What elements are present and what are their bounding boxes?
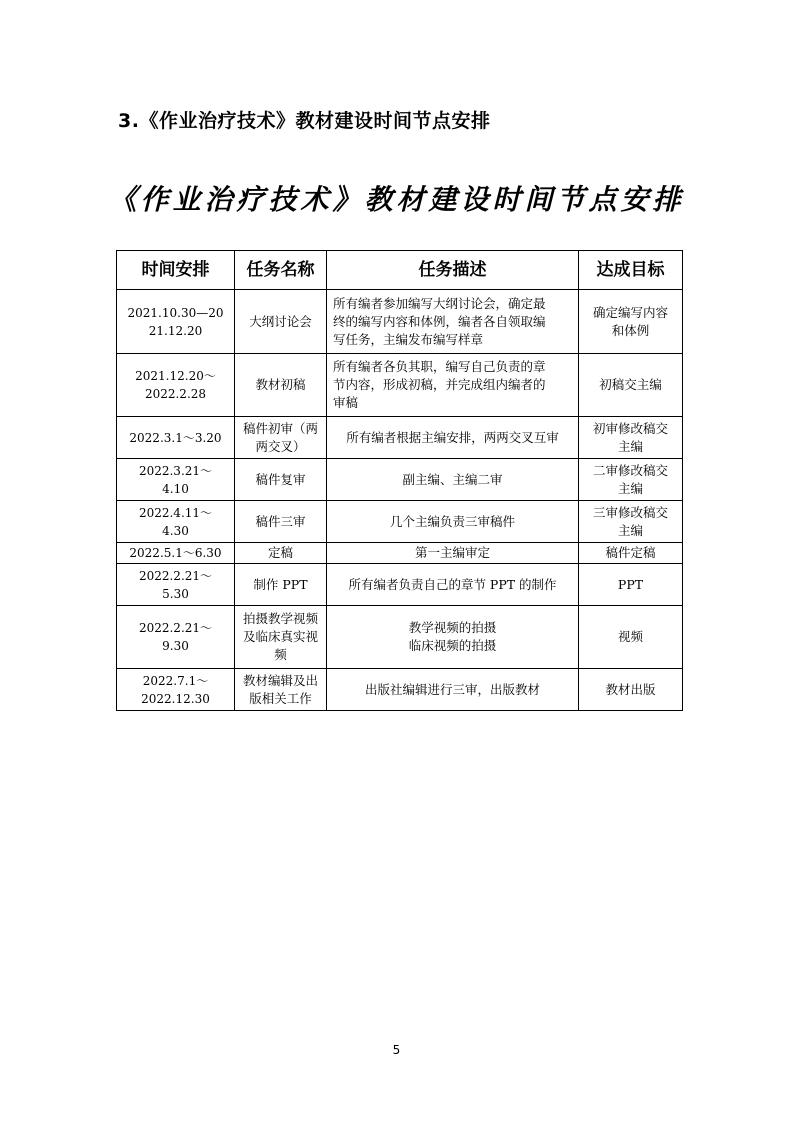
cell-description-line: 所有编者参加编写大纲讨论会，确定最 [333,295,546,311]
cell-time [117,354,235,417]
cell-task-line: 版相关工作 [249,690,312,706]
cell-task-line: 教材编辑及出 [242,672,318,688]
cell-goal [579,459,683,501]
cell-goal-line: 视频 [617,629,643,644]
cell-goal [579,290,683,354]
cell-time [117,543,235,564]
cell-task [235,459,327,501]
table-row [117,354,683,417]
cell-task-line: 稿件初审（两 [242,420,318,436]
header-time: 时间安排 [117,251,235,290]
cell-goal-line: 初稿交主编 [599,377,662,392]
cell-description [327,459,579,501]
cell-task [235,564,327,606]
cell-task-line: 稿件复审 [255,471,306,487]
table-row [117,564,683,606]
cell-time-line: 2022.4.11～ [138,505,213,520]
cell-goal-line: 和体例 [611,322,650,338]
cell-time-line: 2021.10.30—20 [127,305,224,320]
cell-goal [579,606,683,669]
table-body [117,290,683,711]
cell-time-line: 2022.3.21～ [138,463,213,478]
cell-description-line: 出版社编辑进行三审，出版教材 [364,681,540,697]
header-description: 任务描述 [327,251,579,290]
cell-goal-line: 二审修改稿交 [592,462,668,478]
cell-goal-line: 确定编写内容 [592,304,668,320]
cell-task-line: 制作 PPT [253,576,308,592]
cell-time [117,606,235,669]
cell-description [327,543,579,564]
cell-time-line: 5.30 [162,586,189,601]
table-row [117,501,683,543]
cell-description [327,290,579,354]
schedule-table [116,250,683,711]
cell-time-line: 2021.12.20～ [135,369,216,383]
cell-task [235,290,327,354]
table-header-row [117,251,683,290]
cell-time-line: 2022.12.30 [141,691,210,706]
cell-description [327,417,579,459]
table-row [117,543,683,564]
header-task: 任务名称 [235,251,327,290]
cell-task-line: 教材初稿 [255,377,306,392]
cell-goal [579,417,683,459]
cell-goal [579,501,683,543]
cell-description-line: 副主编、主编二审 [402,471,503,487]
cell-description-line: 临床视频的拍摄 [408,638,497,653]
cell-goal-line: 教材出版 [605,681,656,697]
cell-description [327,606,579,669]
cell-task [235,354,327,417]
cell-time-line: 2022.2.21～ [138,621,213,635]
cell-task-line: 定稿 [267,545,293,560]
table-row [117,669,683,711]
cell-goal-line: 三审修改稿交 [592,504,668,520]
cell-description-line: 审稿 [333,395,359,410]
cell-task-line: 稿件三审 [255,513,306,529]
cell-time [117,459,235,501]
cell-goal-line: 主编 [617,522,643,538]
cell-task [235,606,327,669]
cell-description-line: 第一主编审定 [414,545,490,560]
cell-description-line: 所有编者负责自己的章节 PPT 的制作 [348,576,557,592]
header-goal: 达成目标 [579,251,683,290]
cell-time-line: 2022.3.1～3.20 [129,430,222,445]
page-number: 5 [392,1043,401,1057]
cell-time [117,501,235,543]
cell-goal [579,354,683,417]
cell-goal [579,669,683,711]
cell-time-line: 2022.7.1～ [142,673,209,688]
cell-description [327,669,579,711]
cell-goal-line: 稿件定稿 [605,545,656,560]
cell-task [235,417,327,459]
cell-goal-line: PPT [617,576,644,592]
cell-task [235,501,327,543]
cell-description [327,501,579,543]
cell-time-line: 4.30 [162,523,189,538]
cell-time-line: 21.12.20 [148,323,203,338]
cell-goal [579,564,683,606]
cell-description [327,354,579,417]
cell-goal-line: 主编 [617,480,643,496]
cell-task-line: 两交叉） [255,438,306,454]
cell-task-line: 大纲讨论会 [249,313,312,329]
cell-time-line: 2022.5.1～6.30 [129,546,222,560]
cell-time-line: 4.10 [162,481,189,496]
cell-time [117,417,235,459]
cell-task-line: 及临床真实视 [242,629,318,644]
cell-goal [579,543,683,564]
cell-description-line: 终的编写内容和体例，编者各自领取编 [333,313,546,329]
cell-description-line: 几个主编负责三审稿件 [389,513,515,529]
table-row [117,606,683,669]
cell-time-line: 9.30 [162,639,189,653]
cell-description [327,564,579,606]
table-row [117,459,683,501]
section-heading: 3.《作业治疗技术》教材建设时间节点安排 [118,110,491,132]
cell-task-line: 拍摄教学视频 [242,611,318,626]
cell-time [117,564,235,606]
cell-description-line: 节内容，形成初稿，并完成组内编者的 [333,377,546,392]
cell-description-line: 所有编者根据主编安排，两两交叉互审 [346,429,559,445]
cell-description-line: 教学视频的拍摄 [408,620,497,635]
cell-task [235,669,327,711]
cell-time [117,290,235,354]
cell-description-line: 所有编者各负其职，编写自己负责的章 [333,359,546,374]
table-row [117,290,683,354]
cell-goal-line: 主编 [617,438,643,454]
cell-description-line: 写任务，主编发布编写样章 [333,331,484,347]
cell-goal-line: 初审修改稿交 [592,420,668,436]
cell-time-line: 2022.2.21～ [138,568,213,583]
cell-time-line: 2022.2.28 [144,387,207,401]
cell-task [235,543,327,564]
cell-task-line: 频 [274,647,287,662]
cell-time [117,669,235,711]
document-title: 《作业治疗技术》教材建设时间节点安排 [108,183,685,216]
table-row [117,417,683,459]
